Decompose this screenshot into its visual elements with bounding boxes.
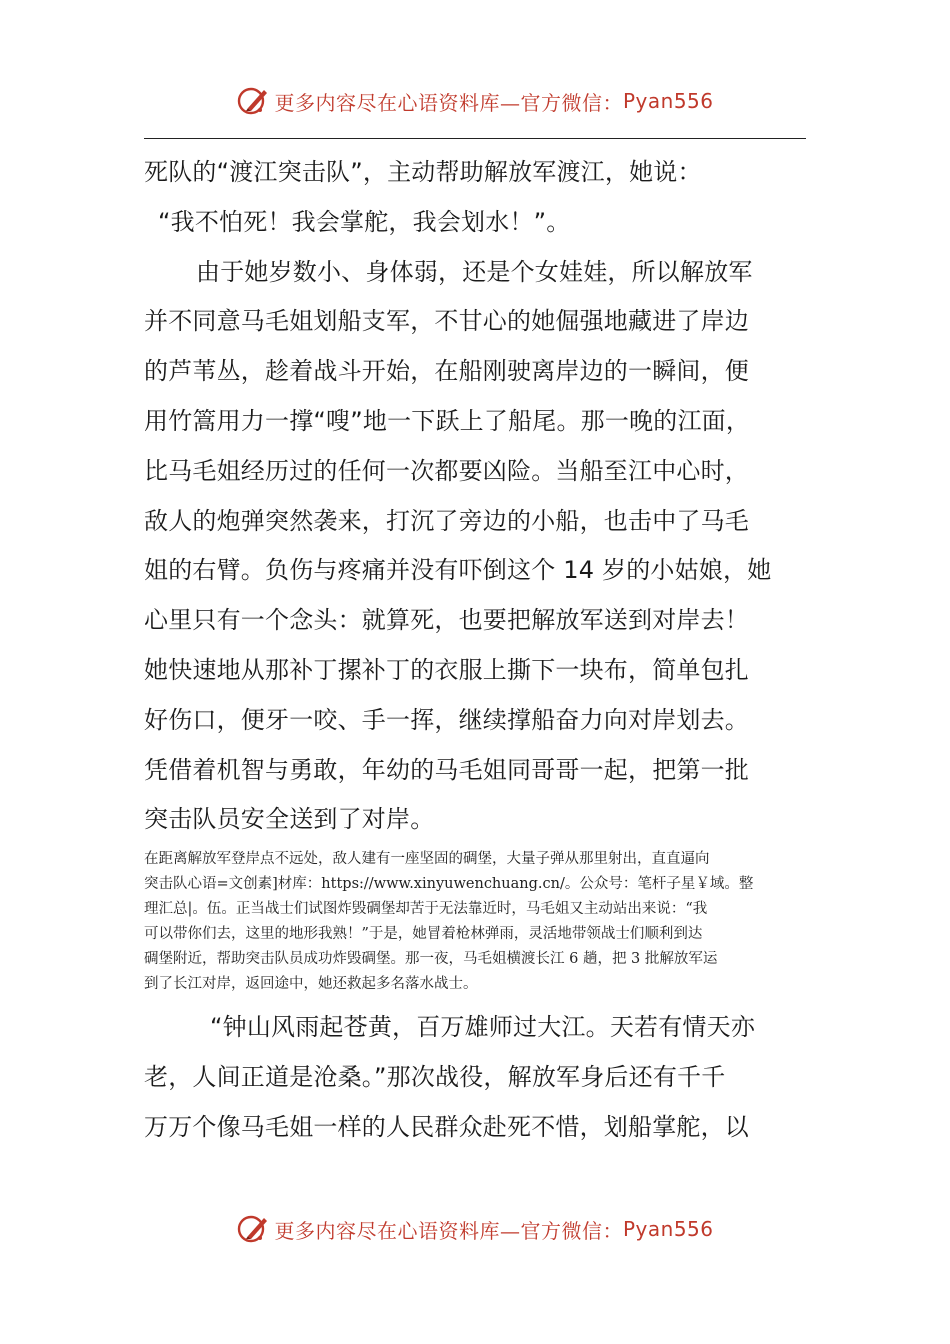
text-line: “我不怕死！我会掌舵，我会划水！”。 [158,207,571,236]
banner-text: 更多内容尽在心语资料库—官方微信： [274,1218,623,1243]
paragraph-3 [144,1003,806,1152]
small-text-line: 到了长江对岸，返回途中，她还救起多名落水战士。 [144,976,478,993]
text-line: 姐的右臂。负伤与疼痛并没有吓倒这个 14 岁的小姑娘，她 [144,556,772,585]
text-line: 用竹篙用力一撑“嗖”地一下跃上了船尾。那一晚的江面， [144,406,751,435]
header-banner [0,84,950,118]
text-line: 由于她岁数小、身体弱，还是个女娃娃，所以解放军 [196,257,753,286]
small-text-line: 可以带你们去，这里的地形我熟！”于是，她冒着枪林弹雨，灵活地带领战士们顺利到达 [144,926,703,943]
pen-quill-logo-icon [236,84,270,118]
text-line: 她快速地从那补丁摞补丁的衣服上撕下一块布，简单包扎 [144,655,749,684]
article-body [144,148,806,1153]
text-line: 死队的“渡江突击队”，主动帮助解放军渡江，她说： [144,158,702,186]
small-print-paragraph [144,847,806,997]
text-line: 并不同意马毛姐划船支军，不甘心的她倔强地藏进了岸边 [144,307,749,336]
small-text-line: 理汇总|。伍。正当战士们试图炸毁碉堡却苦于无法靠近时，马毛姐又主动站出来说：“我 [144,901,708,918]
small-text-line: 突击队心语=文创素]材库：https://www.xinyuwenchuang.cn/。公众号：笔杆子星￥域。整 [144,876,754,893]
text-line: 好伤口，便牙一咬、手一挥，继续撑船奋力向对岸划去。 [144,705,749,734]
text-line: 敌人的炮弹突然袭来，打沉了旁边的小船，也击中了马毛 [144,506,749,535]
small-text-line: 在距离解放军登岸点不远处，敌人建有一座坚固的碉堡，大量子弹从那里射出，直直逼向 [144,851,710,868]
text-line: 突击队员安全送到了对岸。 [144,805,435,834]
text-line: 心里只有一个念头：就算死，也要把解放军送到对岸去！ [144,606,749,635]
text-line: 的芦苇丛，趁着战斗开始，在船刚驶离岸边的一瞬间，便 [144,357,749,386]
footer-banner [0,1212,950,1246]
text-line: “钟山风雨起苍黄，百万雄师过大江。天若有情天亦 [210,1013,756,1042]
text-line: 老，人间正道是沧桑。”那次战役，解放军身后还有千千 [144,1062,726,1091]
pen-quill-logo-icon [236,1212,270,1246]
small-text-line: 碉堡附近，帮助突击队员成功炸毁碉堡。那一夜，马毛姐横渡长江 6 趟，把 3 批解放军运 [144,951,718,968]
header-divider [144,138,806,139]
paragraph-2 [144,248,806,846]
banner-text: 更多内容尽在心语资料库—官方微信： [274,90,623,115]
text-line: 万万个像马毛姐一样的人民群众赴死不惜，划船掌舵，以 [144,1112,749,1141]
paragraph-1 [144,148,806,248]
banner-brand: Pyan556 [622,89,714,113]
text-line: 凭借着机智与勇敢，年幼的马毛姐同哥哥一起，把第一批 [144,755,749,784]
text-line: 比马毛姐经历过的任何一次都要凶险。当船至江中心时， [144,456,749,485]
banner-brand: Pyan556 [622,1217,714,1241]
